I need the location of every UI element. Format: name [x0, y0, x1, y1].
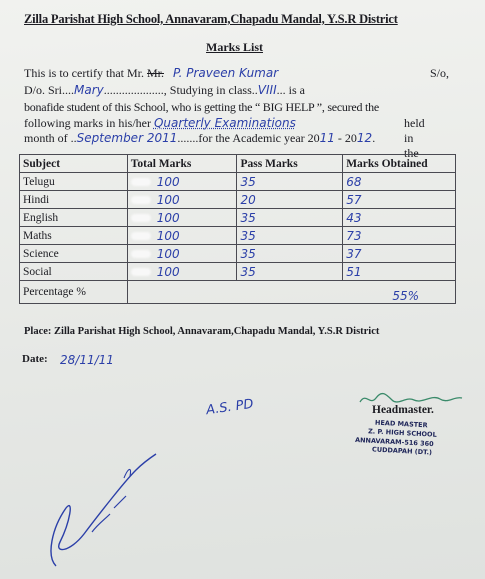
marks-obtained-header: Marks Obtained	[343, 155, 456, 173]
total-marks-cell: 100	[127, 191, 237, 209]
subject-cell: Science	[20, 245, 128, 263]
total-marks-cell: 100	[127, 209, 237, 227]
table-row	[20, 209, 456, 227]
month-of-text: month of ..	[24, 131, 77, 145]
table-row	[20, 263, 456, 281]
percentage-label: Percentage %	[20, 281, 128, 304]
subject-cell: Hindi	[20, 191, 128, 209]
stamp-line: ANNAVARAM-516 360	[354, 435, 434, 449]
stamp-line: Z. P. HIGH SCHOOL	[367, 427, 437, 439]
pass-marks-header: Pass Marks	[237, 155, 343, 173]
pass-marks-cell: 35	[237, 173, 343, 191]
stamp-line: HEAD MASTER	[374, 418, 428, 430]
total-marks-header: Total Marks	[127, 155, 237, 173]
document-title: Marks List	[206, 40, 263, 54]
date-value: 28/11/11	[60, 353, 114, 367]
certificate-line-3: bonafide student of this School, who is getting the “ BIG HELP ”, secured the	[24, 100, 379, 114]
marks-obtained-cell: 37	[343, 245, 456, 263]
percentage-value: 55%	[127, 281, 455, 304]
pass-marks-cell: 35	[237, 209, 343, 227]
exam-name: Quarterly Examinations	[153, 116, 296, 130]
parent-name: Mary	[74, 83, 104, 97]
marks-obtained-cell: 51	[343, 263, 456, 281]
cert-intro-text: This is to certify that Mr.	[24, 66, 144, 80]
subject-header: Subject	[20, 155, 128, 173]
subject-cell: Social	[20, 263, 128, 281]
pass-marks-cell: 35	[237, 263, 343, 281]
date-label: Date:	[22, 353, 48, 365]
year-period: .	[372, 131, 376, 145]
year-dash: - 20	[334, 131, 357, 145]
student-name: P. Praveen Kumar	[173, 66, 279, 80]
percentage-row	[20, 281, 456, 304]
table-row	[20, 227, 456, 245]
total-marks-cell: 100	[127, 245, 237, 263]
headmaster-label: Headmaster.	[372, 404, 434, 416]
year-end: 12	[356, 131, 373, 145]
parent-prefix: D/o. Sri....	[24, 83, 75, 97]
year-start: 11	[319, 131, 335, 145]
school-heading: Zilla Parishat High School, Annavaram,Chapadu Mandal, Y.S.R District	[24, 12, 398, 26]
table-row	[20, 245, 456, 263]
struck-salutation: Mr.	[146, 66, 164, 80]
table-header-row	[20, 155, 456, 173]
table-row	[20, 191, 456, 209]
son-of-label: S/o,	[430, 66, 450, 80]
pass-marks-cell: 35	[237, 227, 343, 245]
pd-signature: A.S. PD	[205, 396, 255, 419]
marks-obtained-cell: 57	[343, 191, 456, 209]
authority-signature	[40, 448, 170, 572]
certificate-line-5	[24, 131, 375, 146]
subject-cell: English	[20, 209, 128, 227]
stamp-line: CUDDAPAH (DT.)	[371, 445, 433, 457]
marks-obtained-cell: 73	[343, 227, 456, 245]
place-line: Place: Zilla Parishat High School, Annavaram,Chapadu Mandal, Y.S.R District	[24, 326, 380, 337]
subject-cell: Maths	[20, 227, 128, 245]
exam-month: September 2011	[76, 131, 178, 145]
table-row	[20, 173, 456, 191]
academic-year-text: .......for the Academic year 20	[177, 131, 320, 145]
certificate-line-1	[24, 66, 450, 81]
total-marks-cell: 100	[127, 263, 237, 281]
studying-text: ...................., Studying in class..	[103, 83, 258, 97]
marks-obtained-cell: 68	[343, 173, 456, 191]
following-marks-text: following marks in his/her	[24, 116, 151, 130]
marks-table	[19, 154, 456, 304]
marks-obtained-cell: 43	[343, 209, 456, 227]
pass-marks-cell: 20	[237, 191, 343, 209]
subject-cell: Telugu	[20, 173, 128, 191]
total-marks-cell: 100	[127, 227, 237, 245]
total-marks-cell: 100	[127, 173, 237, 191]
pass-marks-cell: 35	[237, 245, 343, 263]
held-in-text: held in the	[404, 116, 425, 160]
class-value: VIII	[257, 83, 277, 97]
is-a-text: ... is a	[276, 83, 305, 97]
certificate-line-2	[24, 83, 305, 98]
